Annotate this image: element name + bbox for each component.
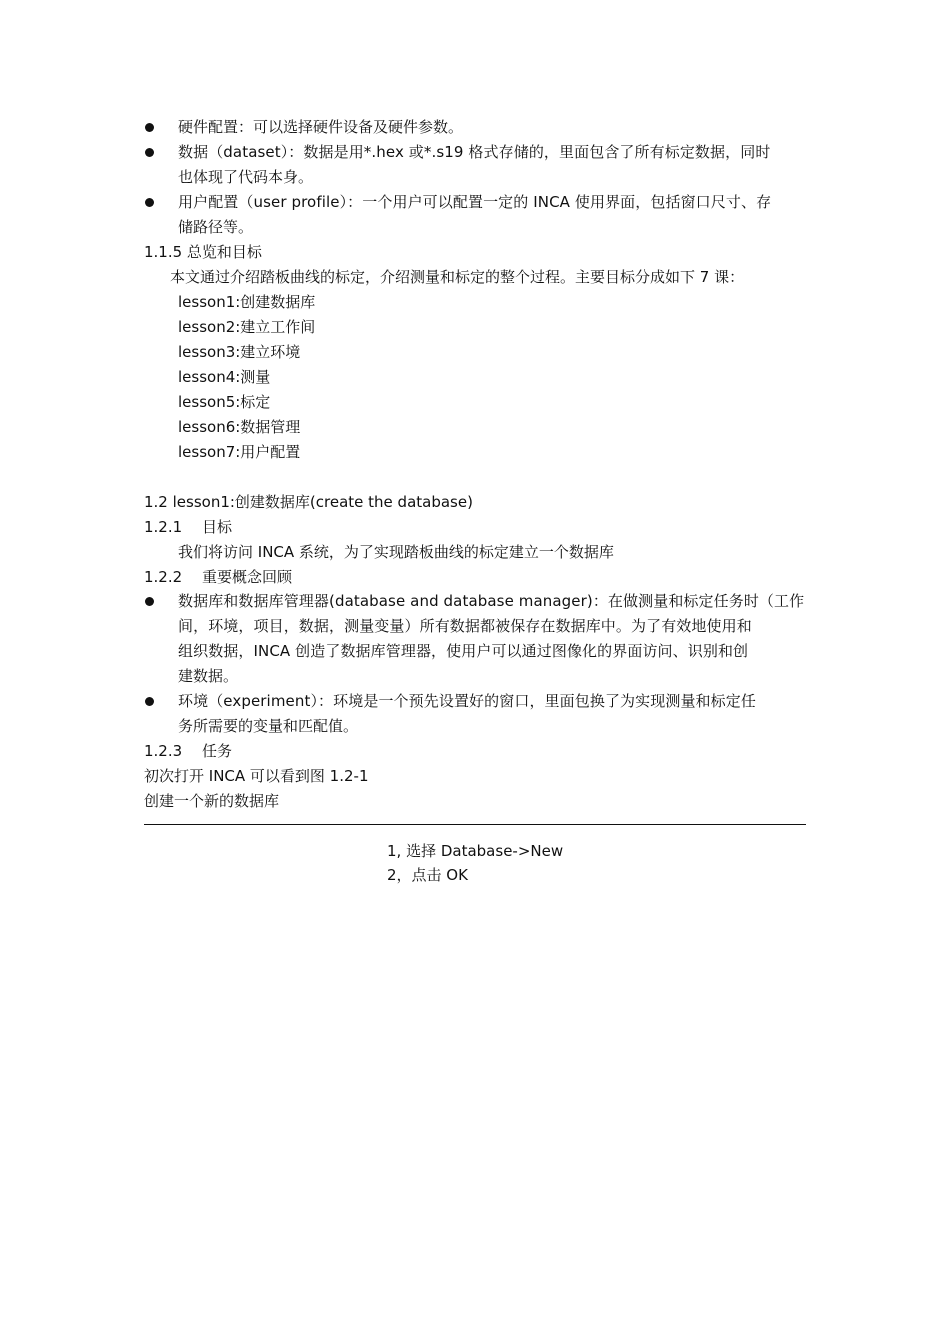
lesson-item: lesson5:标定 — [178, 393, 271, 411]
section-heading: 1.2 lesson1:创建数据库(create the database) — [144, 493, 473, 511]
bullet-text: 硬件配置：可以选择硬件设备及硬件参数。 — [178, 118, 464, 136]
bullet-text: 数据库和数据库管理器(database and database manager)：在做测量和标定任务时（工作 — [178, 592, 805, 610]
bullet-dot — [145, 597, 154, 606]
subsection-title: 任务 — [202, 742, 233, 760]
bullet-dot — [145, 697, 154, 706]
bullet-text: 用户配置（user profile）：一个用户可以配置一定的 INCA 使用界面，包括窗口尺寸、存 — [178, 193, 772, 211]
lesson-item: lesson2:建立工作间 — [178, 318, 316, 336]
lesson-item: lesson3:建立环境 — [178, 343, 301, 361]
bullet-text-continued: 建数据。 — [178, 667, 239, 685]
bullet-text-continued: 务所需要的变量和匹配值。 — [178, 717, 359, 735]
lesson-item: lesson1:创建数据库 — [178, 293, 316, 311]
subsection-number: 1.2.2 — [144, 568, 183, 586]
task-text: 创建一个新的数据库 — [144, 792, 280, 810]
step-item: 2，点击 OK — [387, 866, 468, 884]
bullet-dot — [145, 123, 154, 132]
bullet-text-continued: 储路径等。 — [178, 218, 254, 236]
bullet-text-continued: 间，环境，项目，数据，测量变量）所有数据都被保存在数据库中。为了有效地使用和 — [178, 617, 752, 635]
bullet-text-continued: 组织数据，INCA 创造了数据库管理器，使用户可以通过图像化的界面访问、识别和创 — [178, 642, 749, 660]
subsection-title: 目标 — [202, 518, 233, 536]
step-item: 1, 选择 Database->New — [387, 842, 564, 860]
horizontal-rule — [144, 824, 806, 825]
intro-paragraph: 本文通过介绍踏板曲线的标定，介绍测量和标定的整个过程。主要目标分成如下 7 课： — [170, 268, 745, 286]
subsection-text: 我们将访问 INCA 系统，为了实现踏板曲线的标定建立一个数据库 — [178, 543, 614, 561]
task-text: 初次打开 INCA 可以看到图 1.2-1 — [144, 767, 369, 785]
lesson-item: lesson4:测量 — [178, 368, 271, 386]
subsection-title: 重要概念回顾 — [202, 568, 293, 586]
bullet-dot — [145, 198, 154, 207]
lesson-item: lesson7:用户配置 — [178, 443, 301, 461]
subsection-number: 1.2.3 — [144, 742, 183, 760]
lesson-item: lesson6:数据管理 — [178, 418, 301, 436]
bullet-text: 数据（dataset）：数据是用*.hex 或*.s19 格式存储的，里面包含了所有标定数据，同时 — [178, 143, 771, 161]
bullet-dot — [145, 148, 154, 157]
section-heading: 1.1.5 总览和目标 — [144, 243, 262, 261]
bullet-text-continued: 也体现了代码本身。 — [178, 168, 314, 186]
bullet-text: 环境（experiment）：环境是一个预先设置好的窗口，里面包换了为实现测量和标定任 — [178, 692, 756, 710]
subsection-number: 1.2.1 — [144, 518, 183, 536]
